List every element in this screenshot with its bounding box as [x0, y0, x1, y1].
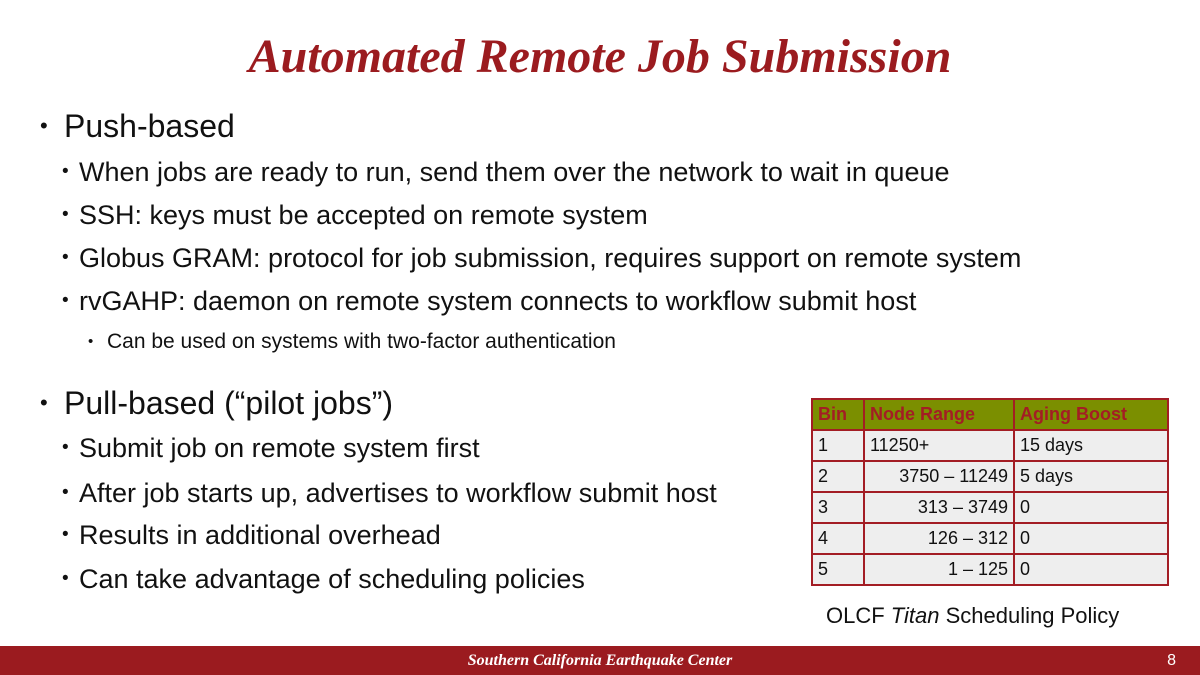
column-header-bin: Bin [812, 399, 864, 430]
column-header-node-range: Node Range [864, 399, 1014, 430]
page-number: 8 [1167, 652, 1176, 669]
bullet-text: Can be used on systems with two-factor authentication [107, 330, 616, 353]
table-row [812, 492, 1168, 523]
bullet-text: Pull-based (“pilot jobs”) [64, 385, 394, 421]
bullet-text: After job starts up, advertises to workflow submit host [79, 478, 717, 508]
bullet-glyph: • [88, 333, 94, 350]
bullet-glyph: • [40, 113, 48, 138]
slide-title: Automated Remote Job Submission [248, 30, 952, 83]
bullet-text: Globus GRAM: protocol for job submission, requires support on remote system [79, 243, 1022, 273]
caption-system-name: Titan [890, 603, 940, 628]
table-row [812, 523, 1168, 554]
bullet-glyph: • [62, 247, 69, 268]
bullet-text: Push-based [64, 108, 235, 144]
table-row [812, 554, 1168, 585]
aging-boost-cell: 0 [1014, 523, 1168, 554]
bullet-text: Submit job on remote system first [79, 433, 480, 463]
bullet-glyph: • [62, 568, 69, 589]
bullet-text: Can take advantage of scheduling policies [79, 564, 585, 594]
bullet-text: rvGAHP: daemon on remote system connects to workflow submit host [79, 286, 917, 316]
node-range-cell: 126 – 312 [864, 523, 1014, 554]
table-caption [826, 603, 1119, 629]
caption-suffix: Scheduling Policy [939, 603, 1120, 628]
caption-prefix: OLCF [826, 603, 891, 628]
bin-cell: 1 [812, 430, 864, 461]
bullet-text: When jobs are ready to run, send them over the network to wait in queue [79, 157, 950, 187]
node-range-cell: 1 – 125 [864, 554, 1014, 585]
table-row [812, 430, 1168, 461]
table-header-row [812, 399, 1168, 430]
aging-boost-cell: 5 days [1014, 461, 1168, 492]
node-range-cell: 313 – 3749 [864, 492, 1014, 523]
bullet-text: Results in additional overhead [79, 520, 441, 550]
node-range-cell: 3750 – 11249 [864, 461, 1014, 492]
aging-boost-cell: 15 days [1014, 430, 1168, 461]
aging-boost-cell: 0 [1014, 492, 1168, 523]
node-range-cell: 11250+ [864, 430, 1014, 461]
bin-cell: 5 [812, 554, 864, 585]
table-row [812, 461, 1168, 492]
scheduling-policy-table [811, 398, 1169, 586]
column-header-aging-boost: Aging Boost [1014, 399, 1168, 430]
bullet-glyph: • [62, 204, 69, 225]
footer-organization: Southern California Earthquake Center [467, 652, 733, 669]
bullet-glyph: • [62, 161, 69, 182]
bullet-glyph: • [62, 524, 69, 545]
bullet-glyph: • [40, 390, 48, 415]
bullet-glyph: • [62, 290, 69, 311]
footer-bar [0, 646, 1200, 675]
bin-cell: 3 [812, 492, 864, 523]
bin-cell: 4 [812, 523, 864, 554]
bullet-text: SSH: keys must be accepted on remote system [79, 200, 648, 230]
bullet-glyph: • [62, 437, 69, 458]
aging-boost-cell: 0 [1014, 554, 1168, 585]
bin-cell: 2 [812, 461, 864, 492]
bullet-glyph: • [62, 482, 69, 503]
